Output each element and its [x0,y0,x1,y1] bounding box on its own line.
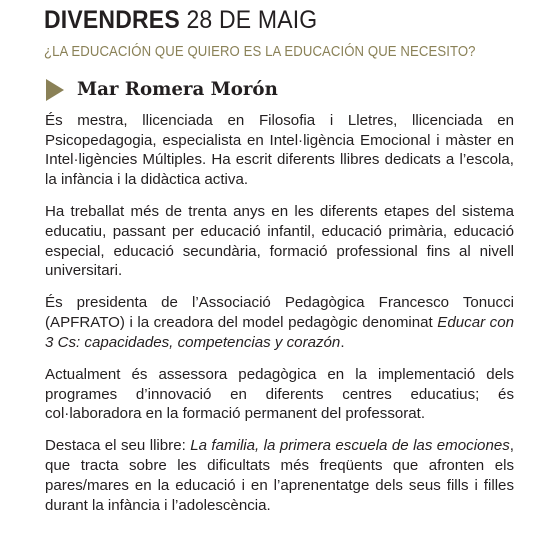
bio-paragraph-5 [45,436,514,515]
bio-paragraph-1-highlight: Intel·ligències Múltiples [45,151,202,169]
bio-paragraph-3 [45,293,514,352]
date-heading [44,5,486,35]
bio-paragraph-4: Actualment és assessora pedagògica en la implementació dels programes d’innovació en diferents centres educatius; és col·laboradora en la formació permanent del professorat. [45,365,514,423]
bio-paragraph-3-end: . [340,333,345,351]
speaker-bio [45,111,514,515]
speaker-heading [46,76,278,104]
model-title: Educar con 3 Cs: capacidades, competencias y corazón [45,314,514,351]
bio-paragraph-5-text: Destaca el seu llibre: [45,437,191,455]
bio-paragraph-2: Ha treballat més de trenta anys en les diferents etapes del sistema educatiu, passant per educació infantil, educació primària, educació especial, educació secundària, formació professional fins al nivell universitari. [45,203,514,280]
book-title: La familia, la primera escuela de las emociones [190,437,510,455]
bio-paragraph-1 [45,111,514,190]
speaker-name: Mar Romera Morón [77,79,278,100]
bio-paragraph-1-end: . Ha escrit diferents llibres dedicats a l’escola, la infància i la didàctica activa. [45,151,514,189]
bio-paragraph-5-end: , que tracta sobre les dificultats més freqüents que afronten els pares/mares en la educació i en l’aprenentatge dels seus fills i filles durant la infància i l’adolescència. [45,437,514,514]
bio-paragraph-3-text: És presidenta de l’Associació Pedagògica Francesco Tonucci (APFRATO) i la creadora del model pedagògic denominat [45,294,514,332]
date-label: 28 DE MAIG [186,6,318,34]
session-title: ¿LA EDUCACIÓN QUE QUIERO ES LA EDUCACIÓN QUE NECESITO? [44,44,476,60]
day-label: DIVENDRES [44,6,180,34]
bio-paragraph-1-text: És mestra, llicenciada en Filosofia i Lletres, llicenciada en Psicopedagogia, especialista en Intel·ligència Emocional i màster en [45,112,514,149]
triangle-icon [46,79,64,101]
